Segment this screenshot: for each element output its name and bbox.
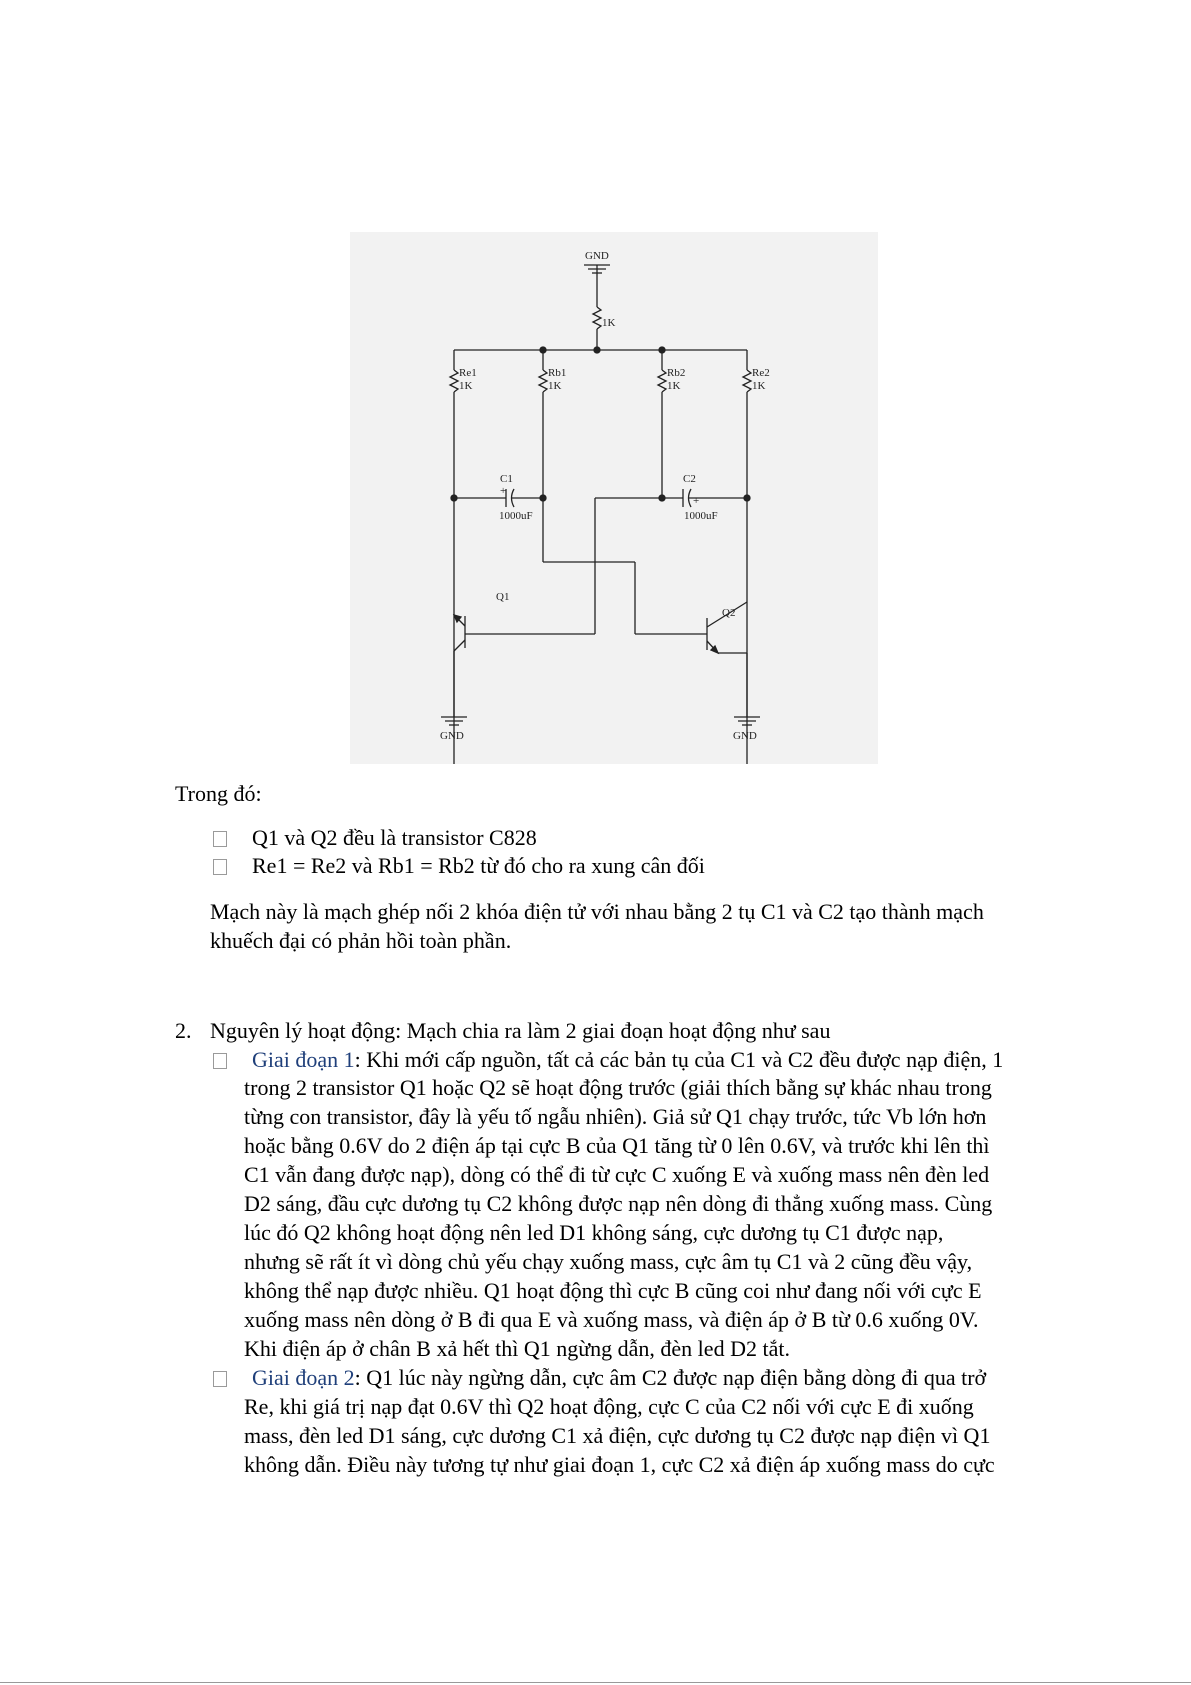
intro-text: Trong đó: [175,781,262,806]
c1-value: 1000uF [499,510,533,522]
gnd-top-label: GND [585,250,609,262]
stage2-label: Giai đoạn 2 [252,1365,355,1390]
bullet-item-1: Q1 và Q2 đều là transistor C828 [252,825,537,850]
q2-label: Q2 [722,607,736,619]
stage1-line: C1 vẫn đang được nạp), dòng có thể đi từ cực C xuống E và xuống mass nên đèn led [244,1162,990,1187]
section-heading: Nguyên lý hoạt động: Mạch chia ra làm 2 giai đoạn hoạt động như sau [210,1018,831,1043]
svg-text:+: + [500,485,507,497]
svg-text:+: + [693,495,700,507]
rb1-name: Rb1 [548,367,567,379]
stage1-line: hoặc bằng 0.6V do 2 điện áp tại cực B của Q1 tăng từ 0 lên 0.6V, và trước khi lên thì [244,1133,990,1158]
q1-label: Q1 [496,591,510,603]
page-bottom-rule [0,1682,1191,1683]
bullet-box-icon [213,1053,227,1069]
stage1-line: lúc đó Q2 không hoạt động nên led D1 không sáng, cực dương tụ C1 được nạp, [244,1220,944,1245]
re2-value: 1K [752,380,766,392]
c2-value: 1000uF [684,510,718,522]
rb2-name: Rb2 [667,367,686,379]
circuit-diagram [350,232,878,764]
gnd-right-label: GND [733,730,757,742]
re1-name: Re1 [459,367,477,379]
paragraph-line-2: khuếch đại có phản hồi toàn phần. [210,928,512,953]
section-number: 2. [175,1018,192,1043]
stage2-line: Re, khi giá trị nạp đạt 0.6V thì Q2 hoạt động, cực C của C2 nối với cực E đi xuống [244,1394,974,1419]
stage1-line: từng con transistor, đây là yếu tố ngẫu nhiên). Giả sử Q1 chạy trước, tức Vb lớn hơn [244,1104,987,1129]
bullet-box-icon [213,1371,227,1387]
paragraph-line-1: Mạch này là mạch ghép nối 2 khóa điện tử với nhau bằng 2 tụ C1 và C2 tạo thành mạch [210,899,984,924]
schematic [350,232,878,764]
stage1-line: nhưng sẽ rất ít vì dòng chủ yếu chạy xuống mass, cực âm tụ C1 và 2 cũng đều vậy, [244,1249,973,1274]
bullet-box-icon [213,859,227,875]
bullet-box-icon [213,831,227,847]
stage1-line: không thể nạp được nhiều. Q1 hoạt động thì cực B cũng coi như đang nối với cực E [244,1278,982,1303]
stage2-line: mass, đèn led D1 sáng, cực dương C1 xả điện, cực dương tụ C2 được nạp điện vì Q1 [244,1423,991,1448]
bullet-item-2: Re1 = Re2 và Rb1 = Rb2 từ đó cho ra xung cân đối [252,853,705,878]
stage1-first-line: Giai đoạn 1: Khi mới cấp nguồn, tất cả các bản tụ của C1 và C2 đều được nạp điện, 1 [252,1047,1004,1072]
stage1-label: Giai đoạn 1 [252,1047,355,1072]
stage2-first-line: Giai đoạn 2: Q1 lúc này ngừng dẫn, cực âm C2 được nạp điện bằng dòng đi qua trở [252,1365,987,1390]
stage1-line: Khi điện áp ở chân B xả hết thì Q1 ngừng dẫn, đèn led D2 tắt. [244,1336,790,1361]
r-top-value: 1K [602,317,616,329]
gnd-left-label: GND [440,730,464,742]
stage1-line: D2 sáng, đầu cực dương tụ C2 không được nạp nên dòng đi thẳng xuống mass. Cùng [244,1191,993,1216]
c1-name: C1 [500,473,513,485]
rb2-value: 1K [667,380,681,392]
stage1-line: xuống mass nên dòng ở B đi qua E và xuống mass, và điện áp ở B từ 0.6 xuống 0V. [244,1307,979,1332]
stage1-line: trong 2 transistor Q1 hoặc Q2 sẽ hoạt động trước (giải thích bằng sự khác nhau trong [244,1075,992,1100]
c2-name: C2 [683,473,696,485]
re1-value: 1K [459,380,473,392]
stage2-line: không dẫn. Điều này tương tự như giai đoạn 1, cực C2 xả điện áp xuống mass do cực [244,1452,995,1477]
re2-name: Re2 [752,367,770,379]
rb1-value: 1K [548,380,562,392]
